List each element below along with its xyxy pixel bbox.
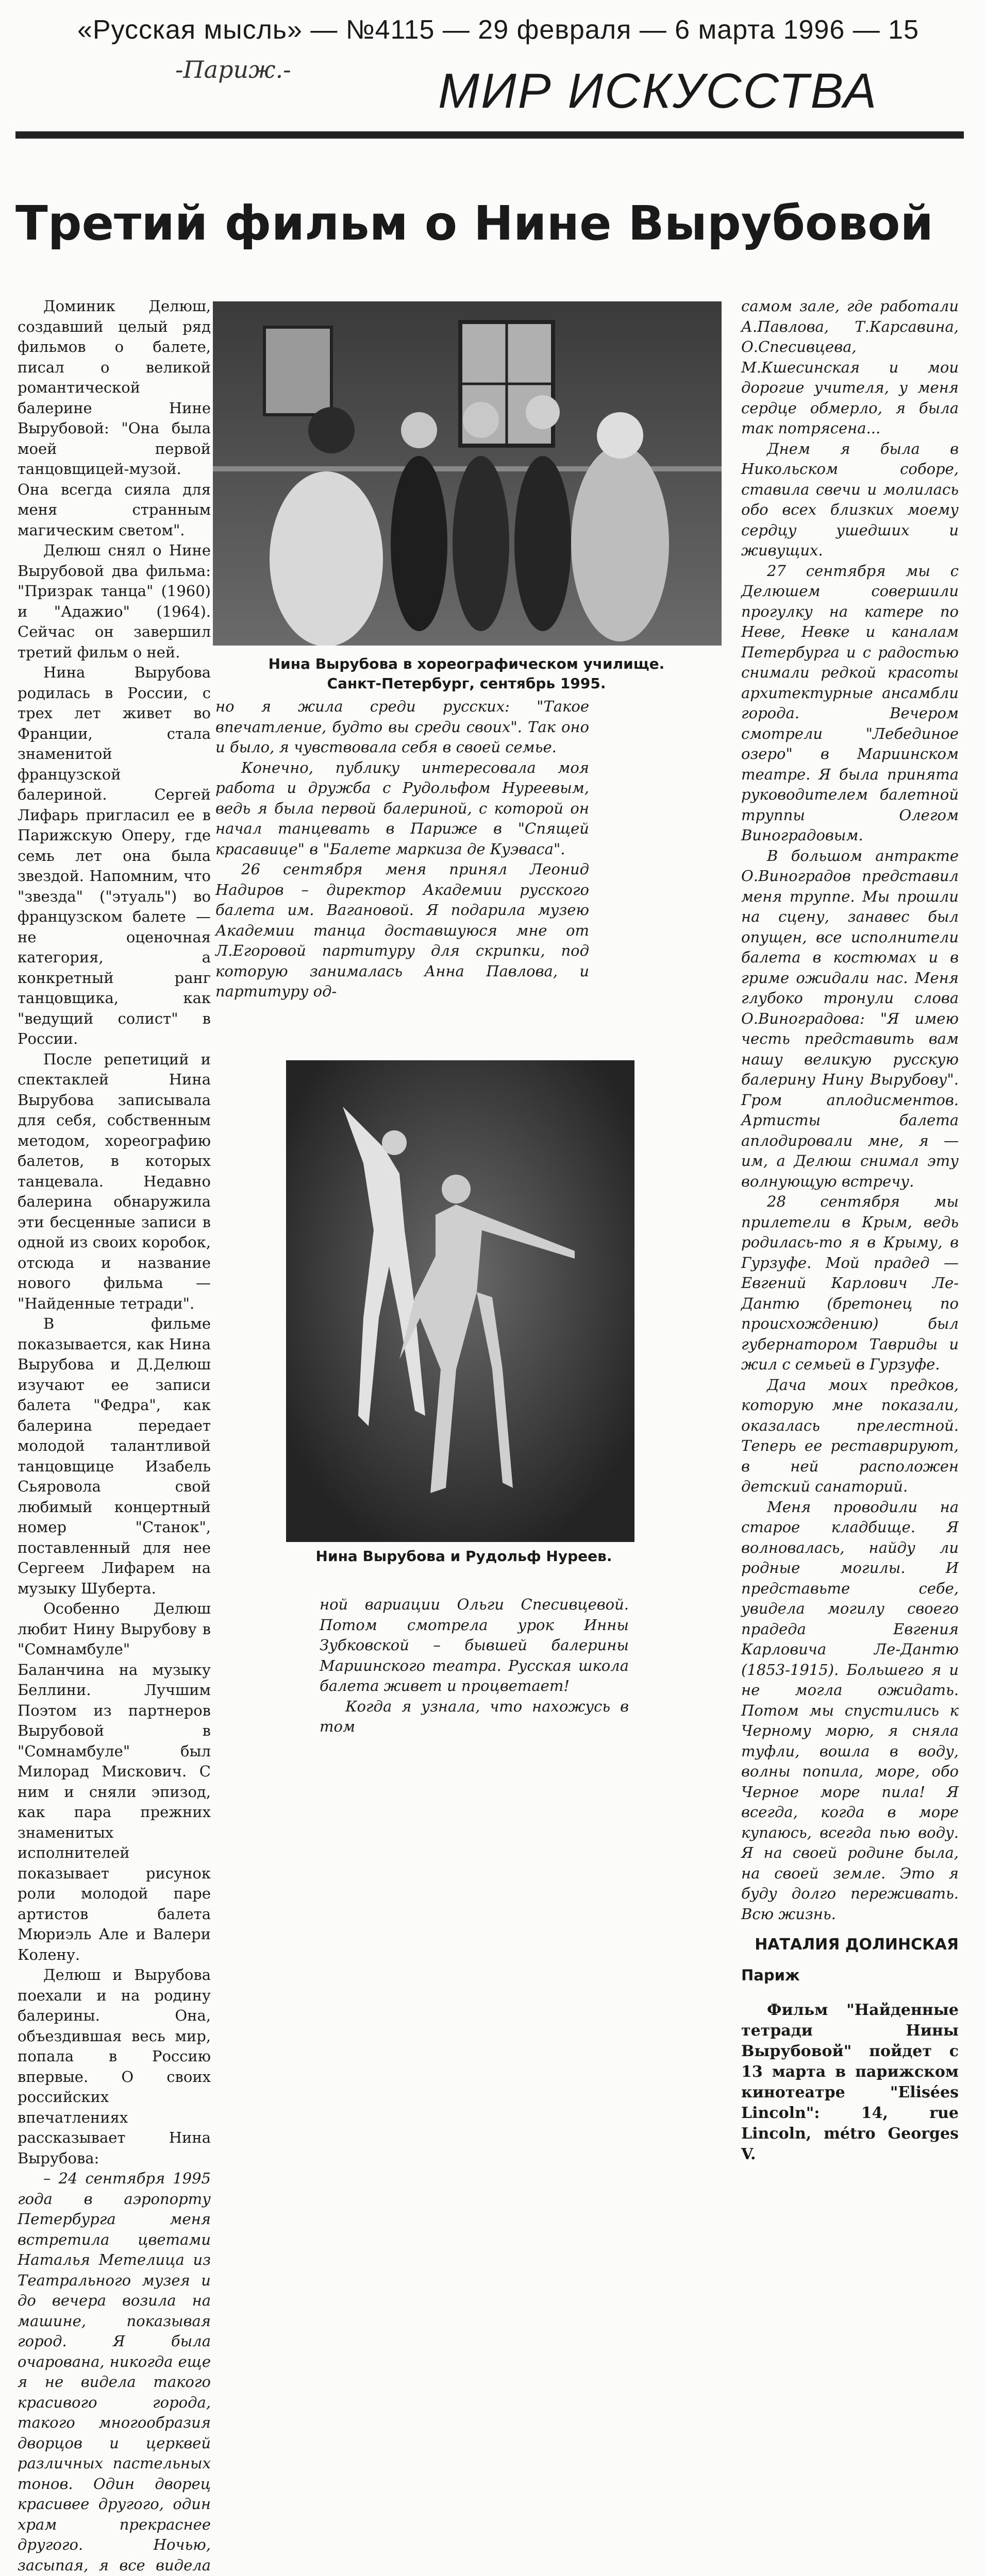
- paragraph: Делюш снял о Нине Вырубовой два фильма: "Призрак танца" (1960) и "Адажио" (1964). Сейчас он завершил третий фильм о ней.: [18, 541, 211, 661]
- handwritten-note: -Париж.-: [175, 56, 291, 83]
- paragraph: 26 сентября меня принял Леонид Надиров – директор Академии русского балета им. Вагановой. Я подарила музею Академии танца доставшуюся мне от Л.Егоровой партитуру для скрипки, под которую занималась Анна Павлова, и партитуру од-: [215, 860, 589, 1000]
- photo-vyrubova-nureyev-caption: Нина Вырубова и Рудольф Нуреев.: [315, 1548, 612, 1565]
- paragraph: Днем я была в Никольском соборе, ставила свечи и молилась обо всех близких моему сердцу ушедших и живущих.: [741, 439, 959, 559]
- photo-ballet-school-image: [213, 301, 722, 646]
- article-column-2-bottom: [320, 1595, 629, 1737]
- paragraph: Меня проводили на старое кладбище. Я волновалась, найду ли родные могилы. И представьте себе, увидела могилу своего прадеда Евгения Карловича Ле-Дантю (1853-1915). Большего я и не могла ожидать. Потом мы спустились к Черному морю, я сняла туфли, вошла в воду, волны попила, море, обо Черное море пила! Я всегда, когда в море купаюсь, всегда пью воду. Я на своей родине была, на своей земле. Это я буду долго переживать. Всю жизнь.: [741, 1498, 959, 1923]
- paragraph: В фильме показывается, как Нина Вырубова и Д.Делюш изучают ее записи балета "Федра", как балерина передает молодой талантливой танцовщице Изабель Сьяровола свой любимый концертный номер "Станок", поставленный для нее Сергеем Лифарем на музыку Шуберта.: [18, 1315, 211, 1597]
- paragraph: – 24 сентября 1995 года в аэропорту Петербурга меня встретила цветами Наталья Метелица из Театрального музея и до вечера возила на машине, показывая город. Я была очарована, никогда еще я не видела такого красивого города, такого многообразия дворцов и церквей различных пастельных тонов. Один дворец красивее другого, один храм прекраснее другого. Ночью, засыпая, я все видела: [18, 2170, 211, 2574]
- paragraph: 28 сентября мы прилетели в Крым, ведь родилась-то я в Крыму, в Гурзуфе. Мой прадед — Евгений Карлович Ле-Дантю (бретонец по происхождению) был губернатором Тавриды и жил с семьей в Гурзуфе.: [741, 1193, 959, 1373]
- masthead: «Русская мысль» — №4115 — 29 февраля — 6 марта 1996 — 15: [77, 15, 919, 45]
- paragraph: Нина Вырубова родилась в России, с трех лет живет во Франции, стала знаменитой французской балериной. Сергей Лифарь пригласил ее в Парижскую Оперу, где семь лет она была звездой. Напомним, что "звезда" ("этуаль") во французском балете — не оценочная категория, а конкретный ранг танцовщика, как "ведущий солист" в России.: [18, 664, 211, 1047]
- photo-vyrubova-nureyev: [286, 1060, 634, 1542]
- article-column-3: [741, 296, 959, 2165]
- paragraph: Когда я узнала, что нахожусь в том: [320, 1697, 629, 1735]
- photo-ballet-school: [213, 301, 722, 646]
- paragraph: После репетиций и спектаклей Нина Вырубова записывала для себя, собственным методом, хореографию балетов, в которых танцевала. Недавно балерина обнаружила эти бесценные записи в одной из своих коробок, отсюда и название нового фильма — "Найденные тетради".: [18, 1050, 211, 1312]
- paragraph: Особенно Делюш любит Нину Вырубову в "Сомнамбуле" Баланчина на музыку Беллини. Лучшим Поэтом из партнеров Вырубовой в "Сомнамбуле" был Милорад Мискович. С ним и сняли эпизод, как пара прежних знаменитых исполнителей показывает рисунок роли молодой паре артистов балета Мюриэль Але и Валери Колену.: [18, 1600, 211, 1963]
- photo-ballet-school-caption: Нина Вырубова в хореографическом училище. Санкт-Петербург, сентябрь 1995.: [268, 655, 665, 692]
- section-title: МИР ИСКУССТВА: [438, 63, 878, 118]
- paragraph: Конечно, публику интересовала моя работа и дружба с Рудольфом Нуреевым, ведь я была первой балериной, с которой он начал танцевать в Париже в "Спящей красавице" в "Балете маркиза де Куэваса".: [215, 758, 589, 858]
- screening-notice: Фильм "Найденные тетради Нины Вырубовой" пойдет с 13 марта в парижском кинотеатре "Elisées Lincoln": 14, rue Lincoln, métro Georges V.: [741, 2001, 959, 2163]
- article-title: Третий фильм о Нине Вырубовой: [15, 196, 933, 251]
- article-column-1: [18, 296, 211, 2576]
- dateline-city: Париж: [741, 1966, 800, 1984]
- paragraph: Дача моих предков, которую мне показали, оказалась прелестной. Теперь ее реставрируют, в ней расположен детский санаторий.: [741, 1376, 959, 1495]
- paragraph: самом зале, где работали А.Павлова, Т.Карсавина, О.Спесивцева, М.Кшесинская и мои дорогие учителя, у меня сердце обмерло, я была так потрясена...: [741, 297, 959, 437]
- photo-vyrubova-nureyev-image: [286, 1060, 634, 1542]
- paragraph: 27 сентября мы с Делюшем совершили прогулку на катере по Неве, Невке и каналам Петербурга и с радостью снимали редкой красоты архитектурные ансамбли города. Вечером смотрели "Лебединое озеро" в Мариинском театре. Я была принята руководителем балетной труппы Олегом Виноградовым.: [741, 562, 959, 844]
- header-rule: [15, 131, 964, 139]
- paragraph: В большом антракте О.Виноградов представил меня труппе. Мы прошли на сцену, занавес был опущен, все исполнители балета в костюмах и в гриме ожидали нас. Меня глубоко тронули слова О.Виноградова: "Я имею честь представить вам нашу великую русскую балерину Нину Вырубову". Гром аплодисментов. Артисты балета аплодировали мне, я — им, а Делюш снимал эту волнующую встречу.: [741, 846, 959, 1190]
- paragraph: Делюш и Вырубова поехали и на родину балерины. Она, объездившая весь мир, попала в Россию впервые. О своих российских впечатлениях рассказывает Нина Вырубова:: [18, 1966, 211, 2167]
- paragraph: Доминик Делюш, создавший целый ряд фильмов о балете, писал о великой романтической балерине Нине Вырубовой: "Она была моей первой танцовщицей-музой. Она всегда сияла для меня странным магическим светом".: [18, 297, 211, 539]
- paragraph: ной вариации Ольги Спесивцевой. Потом смотрела урок Инны Зубковской – бывшей балерины Мариинского театра. Русская школа балета живет и процветает!: [320, 1596, 629, 1694]
- author-signature: НАТАЛИЯ ДОЛИНСКАЯ: [755, 1936, 959, 1954]
- paragraph: но я жила среди русских: "Такое впечатление, будто вы среди своих". Так оно и было, я чувствовала себя в своей семье.: [215, 698, 589, 756]
- article-column-2-top: [215, 697, 589, 1002]
